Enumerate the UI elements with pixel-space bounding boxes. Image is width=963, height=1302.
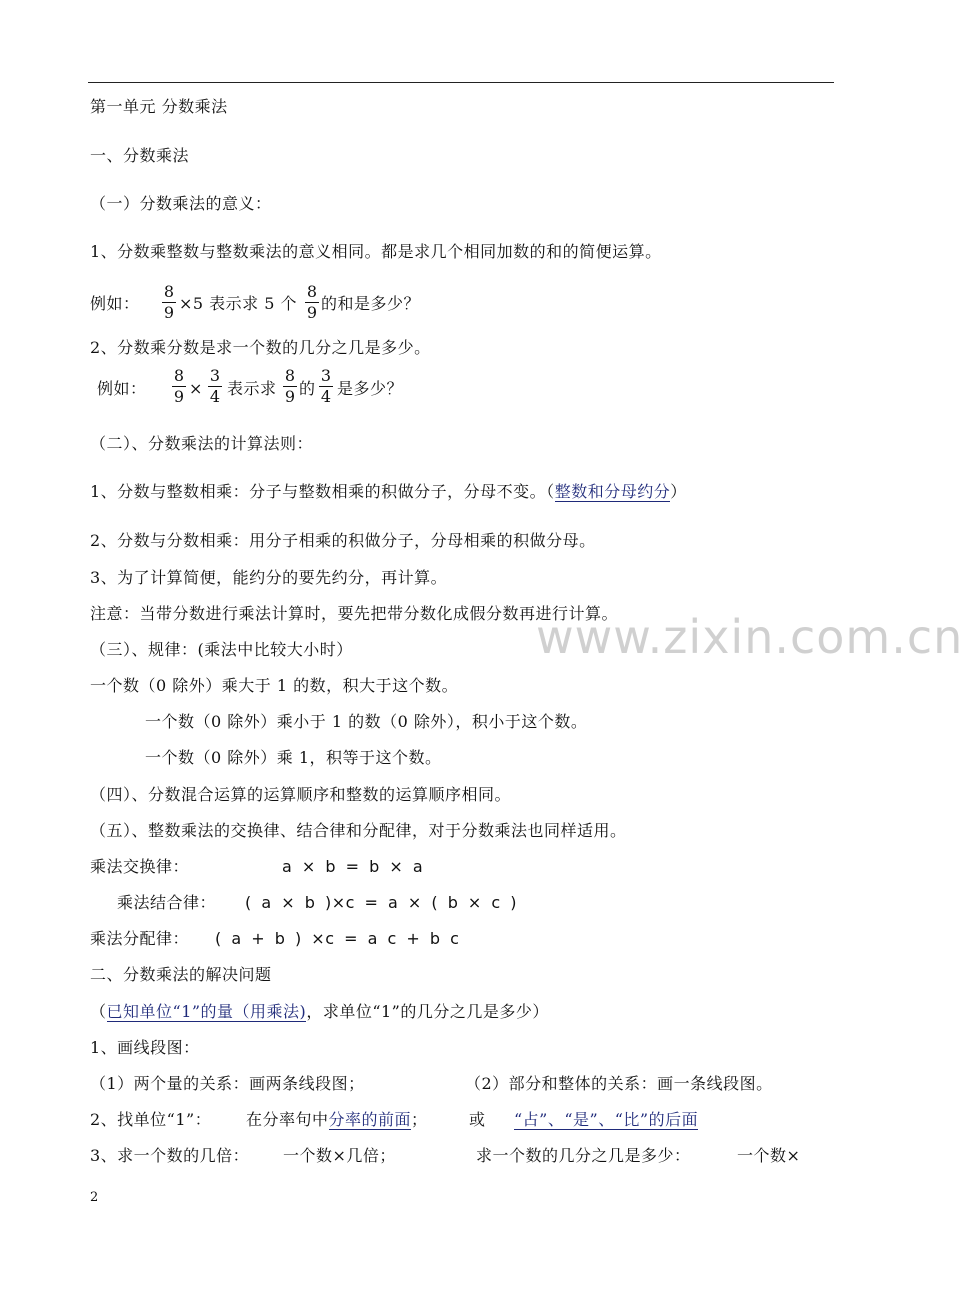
paragraph-fraction-mult: 2、分数乘分数是求一个数的几分之几是多少。: [90, 338, 431, 357]
underlined-after-words: “占”、“是”、“比”的后面: [514, 1110, 699, 1129]
law-greater: 一个数（0 除外）乘大于 1 的数，积大于这个数。: [90, 676, 459, 695]
subsection-properties: （五）、整数乘法的交换律、结合律和分配律，对于分数乘法也同样适用。: [90, 821, 627, 840]
find-unit-rule: 在分率句中分率的前面；: [246, 1110, 428, 1129]
paragraph-integer-mult: 1、分数乘整数与整数乘法的意义相同。都是求几个相同加数的和的简便运算。: [90, 242, 662, 261]
unit-heading: 第一单元 分数乘法: [90, 97, 228, 116]
fraction-8-9: 8 9: [306, 282, 318, 322]
distributive-label: 乘法分配律：: [90, 929, 190, 948]
fraction-8-9: 8 9: [284, 366, 296, 406]
example-2-label: 例如：: [97, 379, 147, 398]
diagram-part-whole: （2）部分和整体的关系：画一条线段图。: [465, 1074, 773, 1093]
example-1-tail: 的和是多少？: [321, 294, 421, 313]
find-unit-after-words: [514, 1110, 698, 1130]
rule-3: 3、为了计算简便，能约分的要先约分，再计算。: [90, 568, 448, 587]
underlined-known-unit: 已知单位“1”的量（用乘法): [106, 1002, 307, 1021]
commutative-formula: a × b = b × a: [282, 857, 424, 876]
law-equal: 一个数（0 除外）乘 1，积等于这个数。: [145, 748, 442, 767]
law-less: 一个数（0 除外）乘小于 1 的数（0 除外），积小于这个数。: [145, 712, 588, 731]
note: 注意：当带分数进行乘法计算时，要先把带分数化成假分数再进行计算。: [90, 604, 619, 623]
example-2-of: 的: [299, 379, 316, 398]
example-1-label: 例如：: [90, 294, 140, 313]
multiple-formula: 一个数×几倍；: [283, 1146, 396, 1165]
section-2-title: 二、分数乘法的解决问题: [90, 965, 272, 984]
rule-2: 2、分数与分数相乘：用分子相乘的积做分子，分母相乘的积做分母。: [90, 531, 596, 550]
fraction-8-9: 8 9: [163, 282, 175, 322]
example-2-middle: 表示求: [227, 379, 277, 398]
example-2-tail: 是多少？: [337, 379, 404, 398]
multiple-label: 3、求一个数的几倍：: [90, 1146, 250, 1165]
subsection-meaning: （一）分数乘法的意义：: [90, 194, 272, 213]
diagram-step: 1、画线段图：: [90, 1038, 200, 1057]
underlined-before-rate: 分率的前面: [328, 1110, 412, 1129]
fraction-3-4: 3 4: [209, 366, 221, 406]
underlined-note: 整数和分母约分: [554, 482, 671, 501]
find-unit-or: 或: [469, 1110, 486, 1129]
associative-label: 乘法结合律：: [117, 893, 217, 912]
watermark: www.zixin.com.cn: [536, 610, 963, 664]
associative-formula: ( a × b )×c = a × ( b × c ): [245, 893, 518, 912]
example-1-middle: ×5 表示求 5 个: [179, 294, 298, 313]
rule-1: 1、分数与整数相乘：分子与整数相乘的积做分子，分母不变。（整数和分母约分）: [90, 482, 687, 501]
fraction-3-4: 3 4: [320, 366, 332, 406]
condition-line: （已知单位“1”的量（用乘法)，求单位“1”的几分之几是多少）: [90, 1002, 549, 1021]
section-1-title: 一、分数乘法: [90, 146, 190, 165]
subsection-rules: （二）、分数乘法的计算法则：: [90, 434, 314, 453]
multiply-sign: ×: [189, 379, 203, 398]
commutative-label: 乘法交换律：: [90, 857, 190, 876]
diagram-two-quantities: （1）两个量的关系：画两条线段图；: [90, 1074, 365, 1093]
fraction-of-formula: 一个数×: [737, 1146, 801, 1165]
fraction-8-9: 8 9: [173, 366, 185, 406]
subsection-order: （四）、分数混合运算的运算顺序和整数的运算顺序相同。: [90, 785, 512, 804]
distributive-formula: ( a + b ) ×c = a c + b c: [215, 929, 460, 948]
fraction-of-label: 求一个数的几分之几是多少：: [476, 1146, 691, 1165]
page-number: 2: [90, 1190, 99, 1205]
find-unit-label: 2、找单位“1”：: [90, 1110, 212, 1129]
subsection-laws: （三）、规律：(乘法中比较大小时）: [90, 640, 353, 659]
header-rule: [88, 82, 834, 83]
